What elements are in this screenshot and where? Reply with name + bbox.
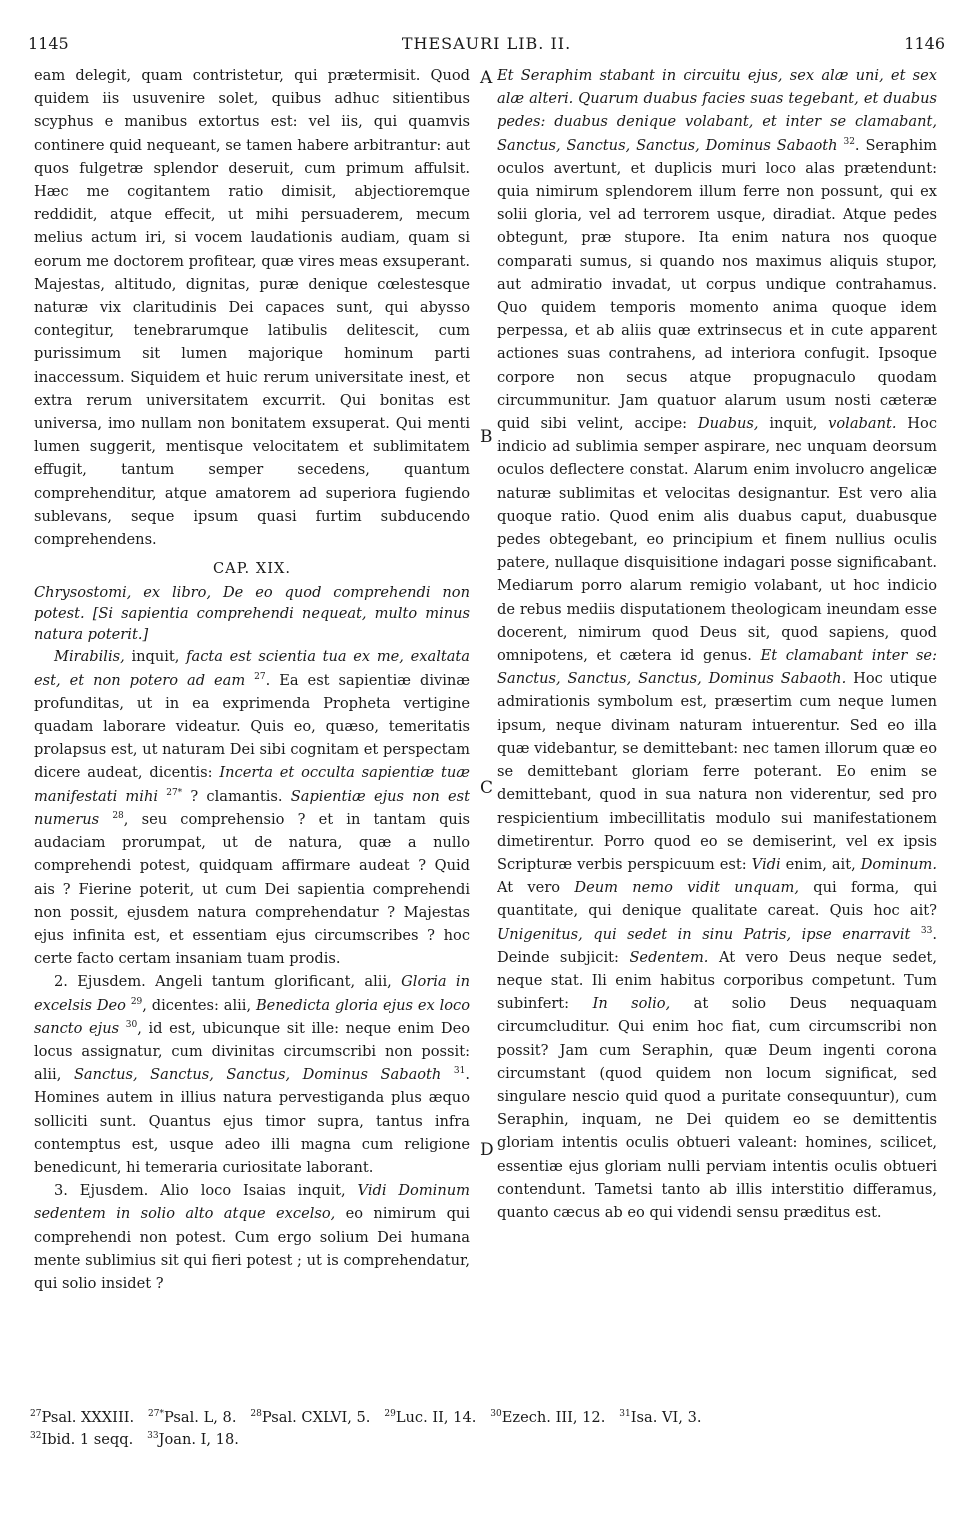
text-run: at solio Deus nequaquam circumcluditur. Qui enim hoc fiat, cum circumscribi non possit? Jam cum Seraphin, quæ Deum ingenti corona circumstant (quod quidem non locum significat, sed singulare nescio quid quod a puritate consequuntur), cum Seraphin, inquam, ne Dei quidem eo se demittentis gloriam intentis oculis obtueri valeant: homines, scilicet, essentiæ ejus gloriam nulli perviam intentis oculis obtueri contendunt. Tametsi tanto ab illis interstitio differamus, quanto cæcus ab eo qui videndi sensu præditus est. [497,995,937,1221]
page-number-left: 1145 [28,34,69,53]
margin-marker-d: D [480,1140,494,1160]
margin-marker-a: A [480,68,493,88]
left-column [34,64,470,1404]
text-run: eo nimirum qui comprehendi non potest. Cum ergo solium Dei humana mente sublimius sit qui fieri potest ; ut is comprehendatur, qui solio insidet ? [34,1205,470,1292]
footnote-number: 31 [619,1409,631,1420]
text-run: Hoc indicio ad sublimia semper aspirare, nec unquam deorsum oculos deflectere constat. Alarum enim involucro angelicæ naturæ sublimitas et velocitas designantur. Est vero alia quoque ratio. Quod enim alis duabus caput, duabusque pedes obtegebant, eo principium et finem nullius oculis patere, nullaque disquisitione indagari posse significabant. Mediarum porro alarum remigio volabant, ut hoc indicio de rebus mediis disputationem theologicam ineundam esse docerent, nimirum quod Deus sit, quod sapiens, quod omnipotens, et cætera id genus. [497,415,937,665]
paragraph [34,645,470,970]
footnote-text: Ibid. 1 seqq. [41,1431,134,1448]
paragraph [497,64,937,1224]
text-run: 2. Ejusdem. Angeli tantum glorificant, alii, [54,973,402,991]
page-number-right: 1146 [904,34,945,53]
chapter-heading: CAP. XIX. [212,560,292,578]
quote: Duabus, [697,415,759,433]
footnote-line [30,1407,945,1429]
footnote-ref: 27* [166,787,183,798]
quote: Sanctus, Sanctus, Sanctus, Dominus Sabaoth [73,1066,442,1084]
chapter-description [34,582,470,645]
quote: Et Seraphim stabant in circuitu ejus, sex alæ uni, et sex alæ alteri. Quarum duabus facies suas tegebant, et duabus pedes: duabus denique volabant, et inter se clamabant, Sanctus, Sanctus, Sanctus, Dominus Sabaoth [497,67,937,154]
paragraph [34,1179,470,1295]
margin-marker-c: C [480,778,494,798]
quote: Et clamabant inter se: Sanctus, Sanctus, Sanctus, Dominus Sabaoth. [497,647,937,688]
paragraph [34,970,470,1179]
footnote-number: 28 [250,1409,262,1420]
footnote-ref: 28 [112,811,124,822]
footnote-ref: 33 [920,925,933,936]
quote: In solio, [592,995,671,1013]
footnote-text: Ezech. III, 12. [501,1409,606,1426]
footnotes [30,1407,945,1451]
quote: Dominum. [860,855,937,873]
footnote-text: Luc. II, 14. [395,1409,477,1426]
text-run: , id est, ubicunque sit ille: neque enim Deo locus assignatur, cum divinitas circumscribi non possit: alii, [34,1019,470,1084]
footnote-number: 27* [148,1409,164,1420]
text-run: ? clamantis. [182,787,291,805]
footnote-line [30,1429,945,1451]
quote: Deum nemo vidit unquam, [574,879,799,897]
footnote-text: Joan. I, 18. [158,1431,239,1448]
quote: Gloria in excelsis Deo [34,973,470,1014]
text-run: 3. Ejusdem. Alio loco Isaias inquit, [54,1182,358,1200]
footnote-number: 29 [384,1409,396,1420]
quote: facta est scientia tua ex me, exaltata est, et non potero ad eam [34,648,470,689]
footnote-number: 30 [490,1409,502,1420]
footnote-number: 27 [30,1409,42,1420]
paragraph: eam delegit, quam contristetur, qui prætermisit. Quod quidem iis usuvenire solet, quibus adhuc sitientibus scyphus e manibus extortus est: vel iis, qui quamvis continere quid nequeant, se tamen habere arbitrantur: aut quos fulgetræ splendor deseruit, cum primum affulsit. Hæc me cogitantem ratio dimisit, abjectioremque reddidit, atque effecit, ut mihi persuaderem, mecum melius actum iri, si vocem laudationis audiam, quam si eorum me doctorem profitear, quæ vires meas exsuperant. Majestas, altitudo, dignitas, puræ denique cœlestesque naturæ vix claritudinis Dei capaces sunt, qui abysso contegitur, tenebrarumque latibulis delitescit, cum purissimum sit lumen majorique hominum parti inaccessum. Siquidem et huic rerum universitate inest, et extra rerum universitatem excurrit. Qui bonitas est universa, imo nullam non bonitatem exsuperat. Qui menti lumen suggerit, mentisque velocitatem et sublimitatem effugit, tantum semper secedens, quantum comprehenditur, atque amatorem ad superiora fugiendo sublevans, seque ipsum quasi furtim subducendo comprehendens. [34,67,470,549]
footnote-number: 32 [30,1431,42,1442]
text-run: , dicentes: alii, [142,996,256,1014]
chapter-summary: [Si sapientia comprehendi nequeat, multo minus natura poterit.] [34,605,470,644]
quote: Unigenitus, qui sedet in sinu Patris, ipse enarravit [497,925,911,943]
text-run: inquit, [124,648,187,666]
quote: Sapientiæ ejus non est numerus [34,787,470,828]
text-run: enim, ait, [780,855,861,873]
margin-marker-b: B [480,427,493,447]
text-run: . Homines autem in illius natura pervestiganda plus æquo solliciti sunt. Quantus ejus timor supra, tantus infra contemptus est, usque adeo illi magna cum religione benedicunt, hi temeraria curiositate laborant. [34,1066,470,1176]
footnote-ref: 30 [125,1019,138,1030]
text-run: qui forma, qui quantitate, qui denique qualitate careat. Quis hoc ait? [497,879,937,920]
text-run: inquit, [758,415,829,433]
quote: volabant. [828,415,897,433]
running-title: THESAURI LIB. II. [401,34,572,53]
text-run: Hoc utique admirationis symbolum est, præsertim cum neque lumen ipsum, neque divinam naturam intuerentur. Sed eo illa quæ videbantur, se demittebant: nec tamen illorum quæ eo se demittebant gloriam ferre poterant. Eo enim se demittebant, quod in sua natura non viderentur, sed pro respicientium imbecillitatis modulo sui manifestationem dimetirentur. Porro quod eo se demiserint, vel ex ipsis Scripturæ verbis perspicuum est: [497,670,937,873]
text-run: At vero [497,879,575,897]
chapter-source: Chrysostomi, ex libro, De eo quod comprehendi non potest. [34,584,470,623]
quote: Vidi [751,855,781,873]
footnote-ref: 32 [843,136,855,147]
footnote-text: Isa. VI, 3. [630,1409,702,1426]
running-header [28,34,945,58]
footnote-text: Psal. L, 8. [164,1409,237,1426]
right-column [497,64,937,1404]
footnote-ref: 31 [453,1066,466,1077]
quote: Sedentem. [629,948,709,966]
text-run: . Seraphim oculos avertunt, et duplicis muri loco alas prætendunt: quia nimirum splendorem illum ferre non possunt, qui ex solii gloria, vel ad terrorem usque, diradiat. Atque pedes obtegunt, præ stupore. Ita enim natura nos quoque comparati sumus, si quando nos maximus aliquis stupor, aut admiratio invadat, ut corpus undique contrahamus. Quo quidem temporis momento anima quoque idem perpessa, et ab aliis quæ extrinsecus et in cute apparent actiones suas contrahens, ad interiora confugit. Ipsoque corpore non secus atque propugnaculo quodam circummunitur. Jam quatuor alarum usum nosti cæteræ quid sibi velint, accipe: [497,136,937,433]
footnote-text: Psal. XXXIII. [41,1409,135,1426]
footnote-ref: 27 [254,671,266,682]
quote: Incerta et occulta sapientiæ tuæ manifestati mihi [34,764,470,805]
quote: Benedicta gloria ejus ex loco sancto ejus [34,996,470,1037]
text-run: . Deinde subjicit: [497,925,937,966]
footnote-number: 33 [147,1431,159,1442]
text-run: . Ea est sapientiæ divinæ profunditas, ut in ea exprimenda Propheta vertigine quadam laborare videatur. Quis eo, quæso, temeritatis prolapsus est, ut naturam Dei sibi cognitam et perspectam dicere audeat, dicentis: [34,671,470,782]
quote: Vidi Dominum sedentem in solio alto atque excelso, [34,1182,470,1223]
text-run: , seu comprehensio ? et in tantam quis audaciam prorumpat, ut de natura, quæ a nullo comprehendi potest, quidquam affirmare audeat ? Quid ais ? Fierine poterit, ut cum Dei sapientia comprehendi non possit, ejusdem natura comprehendatur ? Majestas ejus infinita est, et essentiam ejus circumscribes ? hoc certe facto certam insaniam tuam prodis. [34,810,470,968]
footnote-text: Psal. CXLVI, 5. [261,1409,371,1426]
footnote-ref: 29 [130,996,143,1007]
text-run: At vero Deus neque sedet, neque stat. Ili enim habitus corporibus competunt. Tum subinfert: [497,948,937,1013]
quote: Mirabilis, [54,648,125,666]
